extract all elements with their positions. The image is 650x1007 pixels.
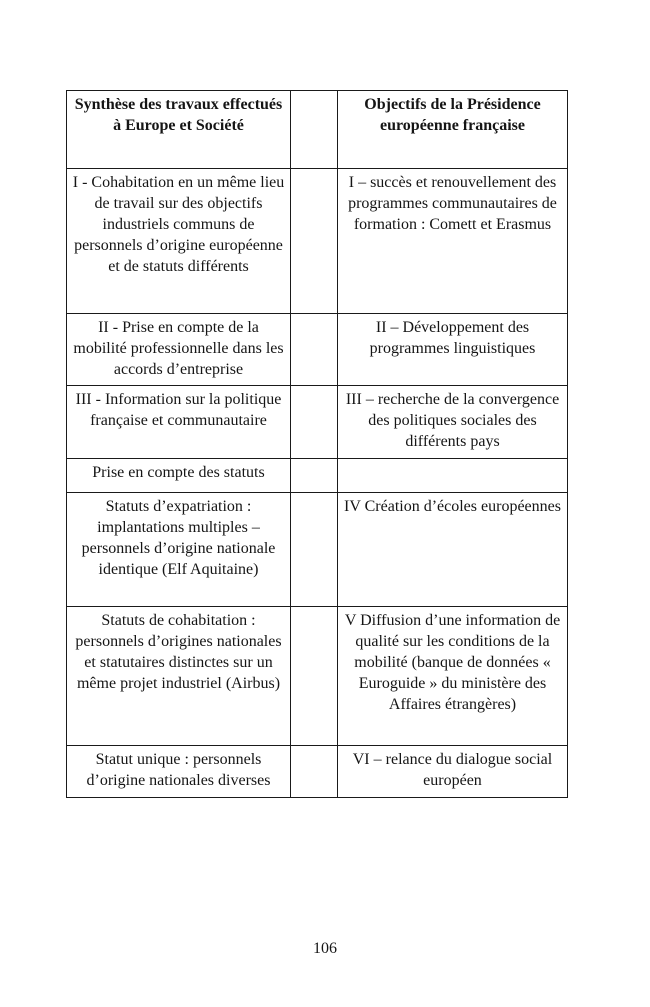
table-row: [67, 386, 568, 459]
header-synthesis: Synthèse des travaux effectués à Europe et Société: [67, 91, 291, 169]
section-title-cell: Prise en compte des statuts: [67, 459, 291, 493]
objectives-cell: V Diffusion d’une information de qualité sur les conditions de la mobilité (banque de données « Euroguide » du ministère des Affaires étrangères): [338, 607, 568, 746]
table-row: [67, 493, 568, 607]
synthesis-cell: Statut unique : personnels d’origine nationales diverses: [67, 746, 291, 798]
spacer-cell: [291, 607, 338, 746]
objectives-cell: IV Création d’écoles européennes: [338, 493, 568, 607]
synthesis-cell: Statuts d’expatriation : implantations multiples – personnels d’origine nationale identique (Elf Aquitaine): [67, 493, 291, 607]
table-section-row: [67, 459, 568, 493]
comparison-table: [66, 90, 568, 798]
header-objectives: Objectifs de la Présidence européenne française: [338, 91, 568, 169]
objectives-cell: VI – relance du dialogue social européen: [338, 746, 568, 798]
spacer-cell: [291, 493, 338, 607]
table-row: [67, 169, 568, 314]
table-row: [67, 314, 568, 386]
spacer-cell: [291, 314, 338, 386]
objectives-cell: I – succès et renouvellement des programmes communautaires de formation : Comett et Erasmus: [338, 169, 568, 314]
objectives-cell: [338, 459, 568, 493]
objectives-cell: III – recherche de la convergence des politiques sociales des différents pays: [338, 386, 568, 459]
synthesis-cell: II - Prise en compte de la mobilité professionnelle dans les accords d’entreprise: [67, 314, 291, 386]
spacer-cell: [291, 746, 338, 798]
page-number: 106: [313, 940, 337, 957]
spacer-cell: [291, 386, 338, 459]
synthesis-cell: I - Cohabitation en un même lieu de travail sur des objectifs industriels communs de personnels d’origine européenne et de statuts différents: [67, 169, 291, 314]
synthesis-cell: III - Information sur la politique française et communautaire: [67, 386, 291, 459]
spacer-cell: [291, 169, 338, 314]
spacer-cell: [291, 459, 338, 493]
objectives-cell: II – Développement des programmes linguistiques: [338, 314, 568, 386]
table-row: [67, 746, 568, 798]
table-header-row: [67, 91, 568, 169]
header-spacer: [291, 91, 338, 169]
synthesis-cell: Statuts de cohabitation : personnels d’origines nationales et statutaires distinctes sur un même projet industriel (Airbus): [67, 607, 291, 746]
table-row: [67, 607, 568, 746]
